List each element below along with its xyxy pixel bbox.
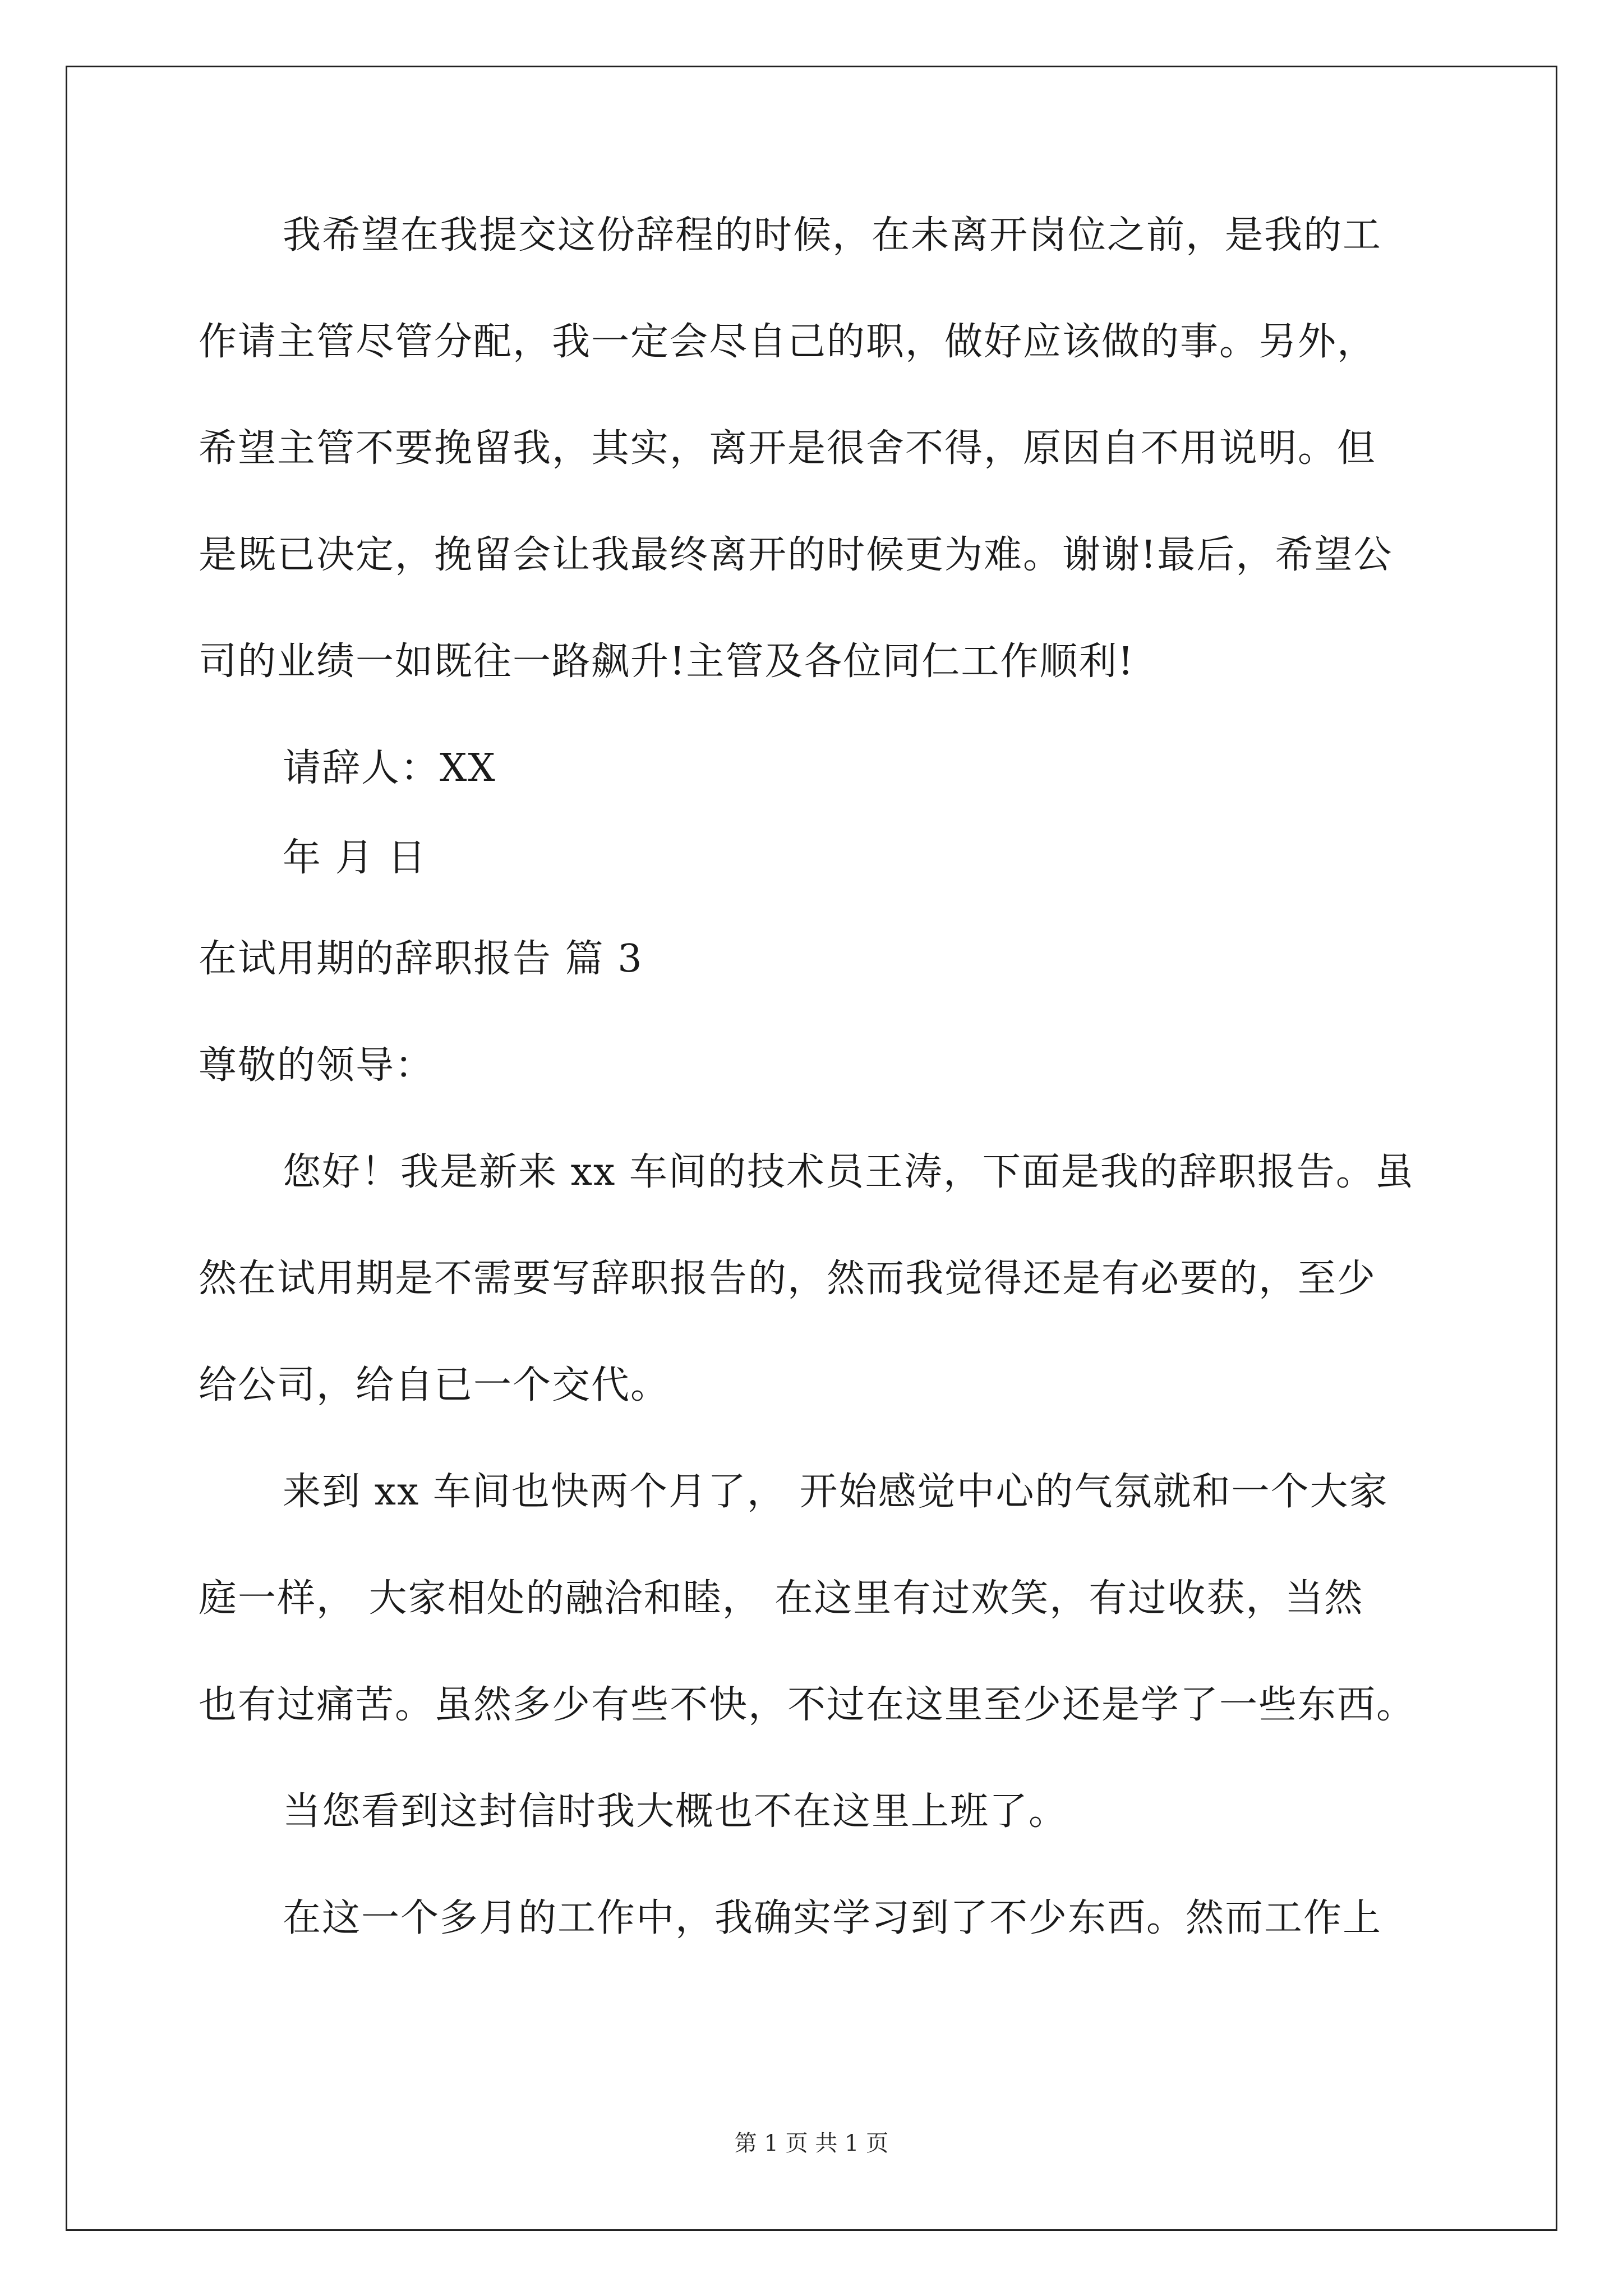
paragraph-line: 然在试用期是不需要写辞职报告的，然而我觉得还是有必要的，至少 [199, 1257, 1377, 1301]
paragraph-line: 是既已决定，挽留会让我最终离开的时候更为难。谢谢!最后，希望公 [199, 533, 1393, 577]
paragraph-line: 我希望在我提交这份辞程的时候，在未离开岗位之前，是我的工 [283, 213, 1382, 257]
salutation: 尊敬的领导： [199, 1043, 435, 1088]
paragraph-line: 给公司，给自已一个交代。 [199, 1363, 670, 1407]
paragraph-line: 庭一样， 大家相处的融洽和睦， 在这里有过欢笑，有过收获，当然 [199, 1576, 1364, 1621]
page-footer: 第 1 页 共 1 页 [734, 2131, 889, 2156]
date-line: 年 月 日 [283, 836, 427, 880]
paragraph-line: 您好！我是新来 xx 车间的技术员王涛，下面是我的辞职报告。虽 [283, 1150, 1414, 1194]
paragraph-line: 作请主管尽管分配，我一定会尽自己的职，做好应该做的事。另外， [199, 320, 1377, 364]
paragraph-line: 也有过痛苦。虽然多少有些不快，不过在这里至少还是学了一些东西。 [199, 1683, 1416, 1727]
signature-line: 请辞人：XX [283, 746, 496, 790]
paragraph-line: 希望主管不要挽留我，其实，离开是很舍不得，原因自不用说明。但 [199, 426, 1377, 471]
paragraph-line: 当您看到这封信时我大概也不在这里上班了。 [283, 1789, 1068, 1834]
paragraph-line: 司的业绩一如既往一路飙升!主管及各位同仁工作顺利! [199, 639, 1135, 684]
paragraph-line: 在这一个多月的工作中，我确实学习到了不少东西。然而工作上 [283, 1896, 1382, 1940]
paragraph-line: 来到 xx 车间也快两个月了， 开始感觉中心的气氛就和一个大家 [283, 1470, 1389, 1514]
section-heading: 在试用期的辞职报告 篇 3 [199, 937, 643, 981]
